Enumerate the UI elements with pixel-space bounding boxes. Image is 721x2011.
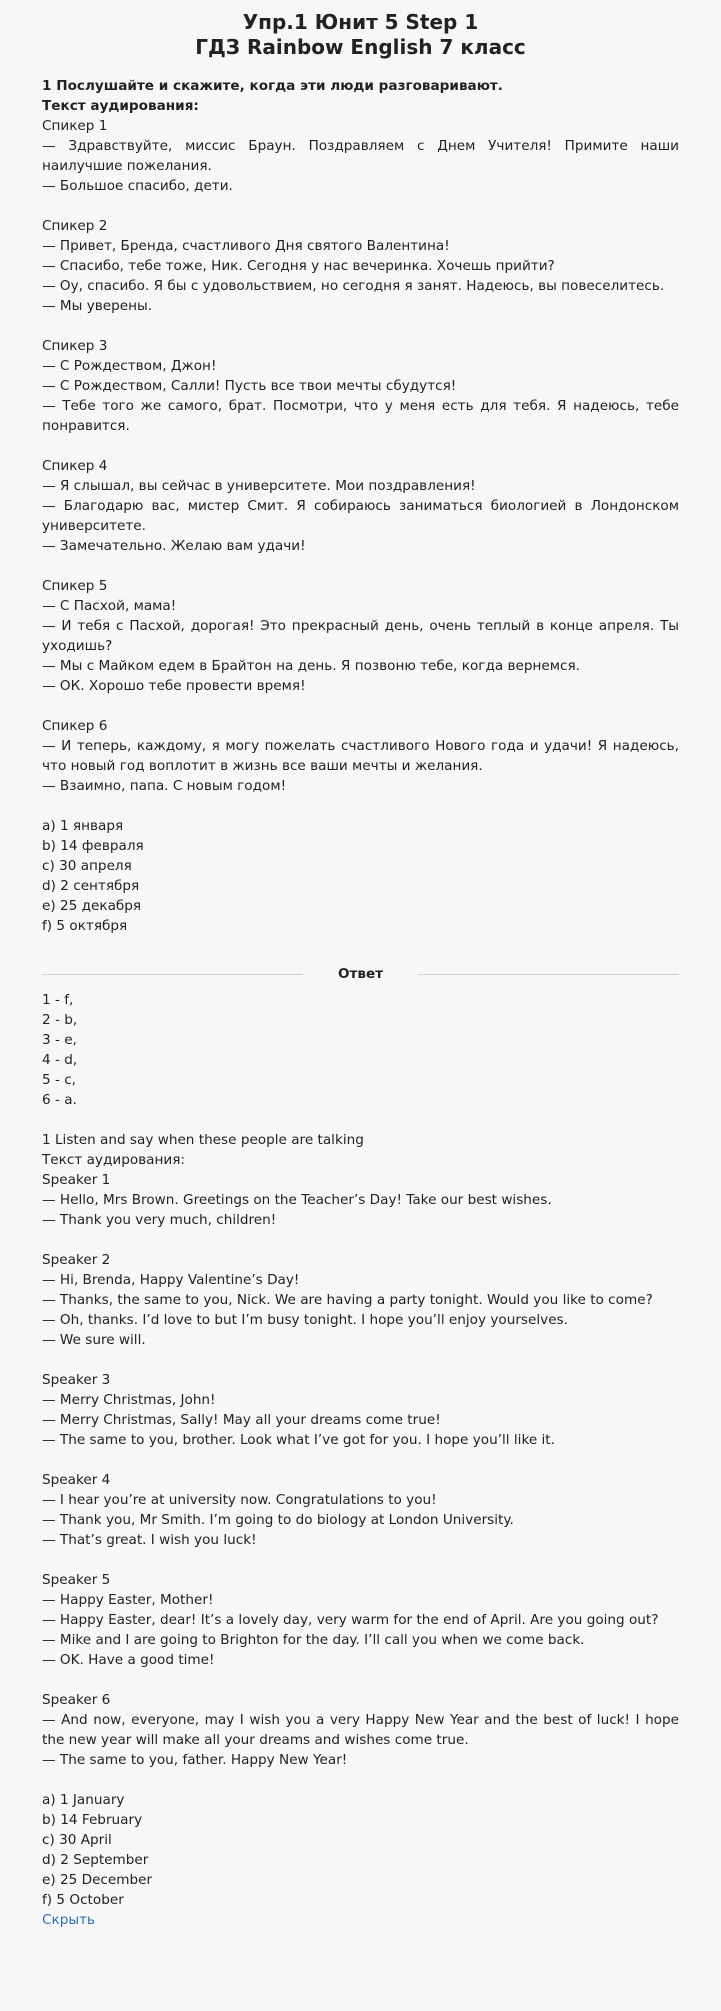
- task-section: [42, 76, 679, 936]
- answer-list: [42, 990, 679, 1110]
- speaker-block: [42, 216, 679, 316]
- option-item: a) 1 января: [42, 818, 124, 834]
- speaker-name: Speaker 5: [42, 1572, 111, 1588]
- answer-item: 2 - b,: [42, 1012, 78, 1028]
- dialogue-line: — Большое спасибо, дети.: [42, 178, 233, 194]
- option-item: a) 1 January: [42, 1792, 125, 1808]
- dialogue-line: — OK. Have a good time!: [42, 1652, 215, 1668]
- page-title: [42, 0, 679, 60]
- answer-label: Ответ: [337, 966, 384, 982]
- option-item: c) 30 апреля: [42, 858, 132, 874]
- dialogue-line: — Merry Christmas, Sally! May all your dreams come true!: [42, 1412, 441, 1428]
- speaker-name: Speaker 4: [42, 1472, 111, 1488]
- speaker-block: [42, 1250, 679, 1350]
- dialogue-line: — Здравствуйте, миссис Браун. Поздравляем с Днем Учителя! Примите наши наилучшие пожелания.: [42, 138, 679, 174]
- dialogue-line: — I hear you’re at university now. Congratulations to you!: [42, 1492, 437, 1508]
- speaker-block: [42, 576, 679, 696]
- dialogue-line: — И тебя с Пасхой, дорогая! Это прекрасный день, очень теплый в конце апреля. Ты уходишь?: [42, 618, 679, 654]
- dialogue-line: — С Рождеством, Салли! Пусть все твои мечты сбудутся!: [42, 378, 457, 394]
- dialogue-line: — Тебе того же самого, брат. Посмотри, что у меня есть для тебя. Я надеюсь, тебе понравится.: [42, 398, 679, 434]
- speaker-name: Speaker 1: [42, 1172, 111, 1188]
- speaker-block: [42, 456, 679, 556]
- option-item: e) 25 December: [42, 1872, 153, 1888]
- dialogue-line: — Оу, спасибо. Я бы с удовольствием, но сегодня я занят. Надеюсь, вы повеселитесь.: [42, 278, 665, 294]
- divider-rule-right: [418, 974, 679, 975]
- dialogue-line: — ОК. Хорошо тебе провести время!: [42, 678, 306, 694]
- dialogue-line: — Мы уверены.: [42, 298, 153, 314]
- dialogue-line: — Happy Easter, Mother!: [42, 1592, 214, 1608]
- speaker-block: [42, 716, 679, 796]
- divider-rule-left: [42, 974, 303, 975]
- dialogue-line: — Взаимно, папа. С новым годом!: [42, 778, 287, 794]
- english-heading: 1 Listen and say when these people are talking: [42, 1132, 364, 1148]
- speaker-block: [42, 1470, 679, 1550]
- answer-item: 1 - f,: [42, 992, 74, 1008]
- dialogue-line: — Замечательно. Желаю вам удачи!: [42, 538, 306, 554]
- dialogue-line: — The same to you, brother. Look what I’ve got for you. I hope you’ll like it.: [42, 1432, 555, 1448]
- option-item: b) 14 февраля: [42, 838, 144, 854]
- options-list: [42, 816, 679, 936]
- speaker-block: [42, 1570, 679, 1670]
- dialogue-line: — С Рождеством, Джон!: [42, 358, 217, 374]
- dialogue-line: — Благодарю вас, мистер Смит. Я собираюсь заниматься биологией в Лондонском университете.: [42, 498, 679, 534]
- dialogue-line: — And now, everyone, may I wish you a very Happy New Year and the best of luck! I hope the new year will make all your dreams and wishes come true.: [42, 1712, 679, 1748]
- dialogue-line: — Мы с Майком едем в Брайтон на день. Я позвоню тебе, когда вернемся.: [42, 658, 580, 674]
- dialogue-line: — Я слышал, вы сейчас в университете. Мои поздравления!: [42, 478, 476, 494]
- english-section: [42, 1130, 679, 1910]
- title-line-1: Упр.1 Юнит 5 Step 1: [242, 10, 479, 34]
- speaker-block: [42, 336, 679, 436]
- dialogue-line: — That’s great. I wish you luck!: [42, 1532, 257, 1548]
- option-item: c) 30 April: [42, 1832, 112, 1848]
- option-item: d) 2 сентября: [42, 878, 140, 894]
- dialogue-line: — Thank you very much, children!: [42, 1212, 277, 1228]
- speaker-name: Speaker 2: [42, 1252, 111, 1268]
- speaker-name: Спикер 5: [42, 578, 108, 594]
- speaker-block: [42, 1170, 679, 1230]
- option-item: f) 5 октября: [42, 918, 128, 934]
- speaker-block: [42, 116, 679, 196]
- dialogue-line: — Hi, Brenda, Happy Valentine’s Day!: [42, 1272, 300, 1288]
- dialogue-line: — Mike and I are going to Brighton for the day. I’ll call you when we come back.: [42, 1632, 585, 1648]
- english-script-label: Текст аудирования:: [42, 1152, 185, 1168]
- dialogue-line: — We sure will.: [42, 1332, 146, 1348]
- speaker-name: Спикер 4: [42, 458, 108, 474]
- dialogue-line: — С Пасхой, мама!: [42, 598, 177, 614]
- answer-item: 4 - d,: [42, 1052, 78, 1068]
- speaker-name: Speaker 3: [42, 1372, 111, 1388]
- option-item: e) 25 декабря: [42, 898, 142, 914]
- answer-divider: [42, 964, 679, 984]
- option-item: d) 2 September: [42, 1852, 149, 1868]
- speaker-name: Спикер 1: [42, 118, 108, 134]
- dialogue-line: — Привет, Бренда, счастливого Дня святого Валентина!: [42, 238, 450, 254]
- speaker-name: Спикер 2: [42, 218, 108, 234]
- option-item: f) 5 October: [42, 1892, 124, 1908]
- dialogue-line: — Hello, Mrs Brown. Greetings on the Teacher’s Day! Take our best wishes.: [42, 1192, 552, 1208]
- speaker-name: Спикер 6: [42, 718, 108, 734]
- answer-item: 6 - a.: [42, 1092, 77, 1108]
- speaker-block: [42, 1690, 679, 1770]
- dialogue-line: — Oh, thanks. I’d love to but I’m busy tonight. I hope you’ll enjoy yourselves.: [42, 1312, 568, 1328]
- speaker-block: [42, 1370, 679, 1450]
- task-heading: 1 Послушайте и скажите, когда эти люди разговаривают.: [42, 78, 503, 94]
- title-line-2: ГДЗ Rainbow English 7 класс: [195, 35, 526, 59]
- speaker-name: Speaker 6: [42, 1692, 111, 1708]
- options-list: [42, 1790, 679, 1910]
- speaker-name: Спикер 3: [42, 338, 108, 354]
- answer-item: 5 - c,: [42, 1072, 76, 1088]
- dialogue-line: — Thanks, the same to you, Nick. We are having a party tonight. Would you like to come?: [42, 1292, 653, 1308]
- option-item: b) 14 February: [42, 1812, 143, 1828]
- task-script-label: Текст аудирования:: [42, 98, 199, 114]
- hide-answer-link[interactable]: Скрыть: [42, 1912, 95, 1928]
- dialogue-line: — И теперь, каждому, я могу пожелать счастливого Нового года и удачи! Я надеюсь, что новый год воплотит в жизнь все ваши мечты и желания.: [42, 738, 679, 774]
- dialogue-line: — The same to you, father. Happy New Year!: [42, 1752, 348, 1768]
- dialogue-line: — Спасибо, тебе тоже, Ник. Сегодня у нас вечеринка. Хочешь прийти?: [42, 258, 555, 274]
- dialogue-line: — Thank you, Mr Smith. I’m going to do biology at London University.: [42, 1512, 514, 1528]
- dialogue-line: — Happy Easter, dear! It’s a lovely day, very warm for the end of April. Are you going out?: [42, 1612, 659, 1628]
- answer-item: 3 - e,: [42, 1032, 77, 1048]
- dialogue-line: — Merry Christmas, John!: [42, 1392, 216, 1408]
